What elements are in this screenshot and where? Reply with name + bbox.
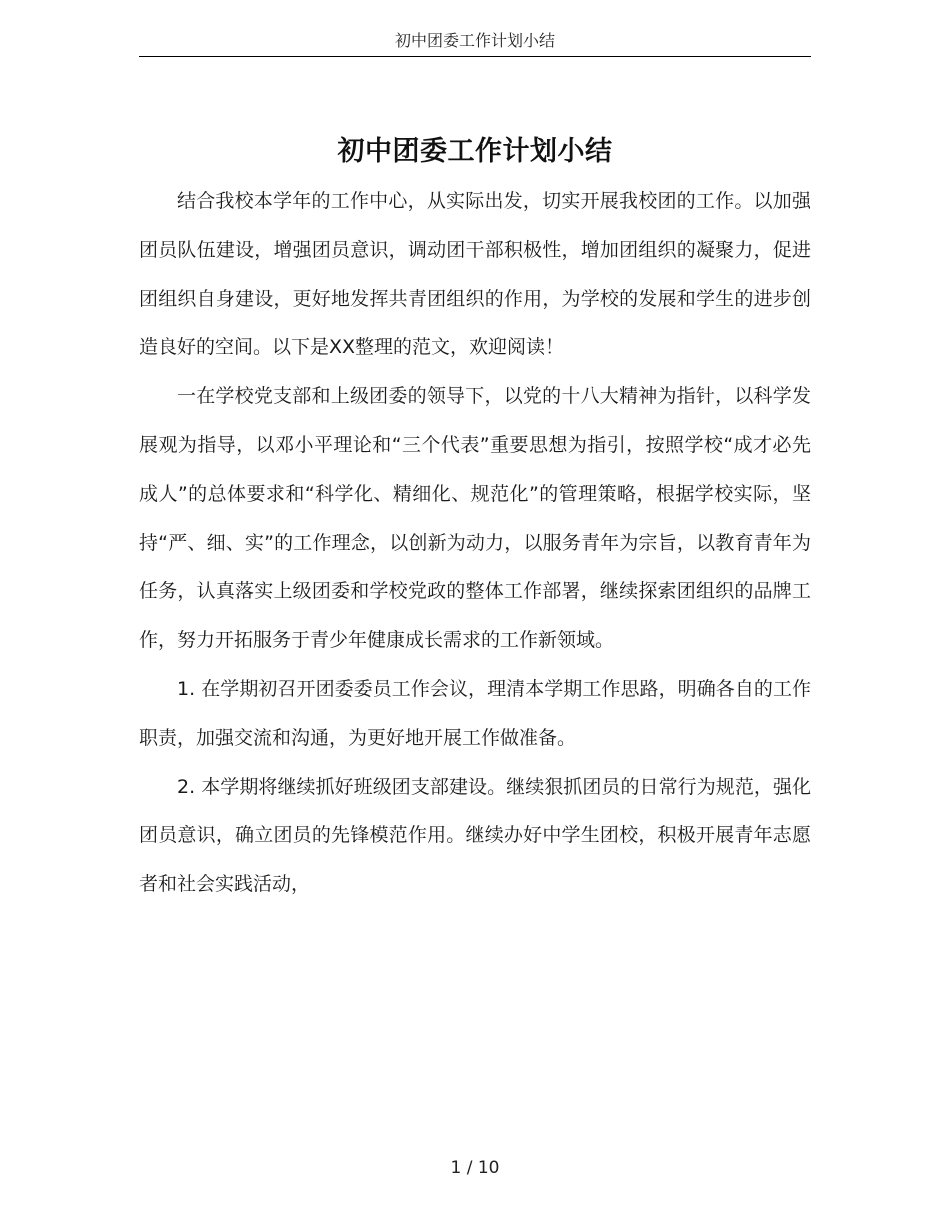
page-number: 1 / 10 [450,1158,500,1178]
paragraph-guiding-principles: 一在学校党支部和上级团委的领导下，以党的十八大精神为指针，以科学发展观为指导，以邓小平理论和“三个代表”重要思想为指引，按照学校“成才必先成人”的总体要求和“科学化、精细化、规范化”的管理策略，根据学校实际，坚持“严、细、实”的工作理念，以创新为动力，以服务青年为宗旨，以教育青年为任务，认真落实上级团委和学校党政的整体工作部署，继续探索团组织的品牌工作，努力开拓服务于青少年健康成长需求的工作新领域。 [139,385,811,652]
document-title: 初中团委工作计划小结 [337,136,613,168]
document-body [139,177,811,909]
paragraph-intro: 结合我校本学年的工作中心，从实际出发，切实开展我校团的工作。以加强团员队伍建设，增强团员意识，调动团干部积极性，增加团组织的凝聚力，促进团组织自身建设，更好地发挥共青团组织的作用，为学校的发展和学生的进步创造良好的空间。以下是XX整理的范文，欢迎阅读！ [139,190,811,359]
paragraph-item-1: 1. 在学期初召开团委委员工作会议，理清本学期工作思路，明确各自的工作职责，加强交流和沟通，为更好地开展工作做准备。 [139,677,811,749]
paragraph-item-2: 2. 本学期将继续抓好班级团支部建设。继续狠抓团员的日常行为规范，强化团员意识，确立团员的先锋模范作用。继续办好中学生团校，积极开展青年志愿者和社会实践活动， [139,775,811,896]
running-header: 初中团委工作计划小结 [394,31,555,50]
header-divider [139,56,811,57]
